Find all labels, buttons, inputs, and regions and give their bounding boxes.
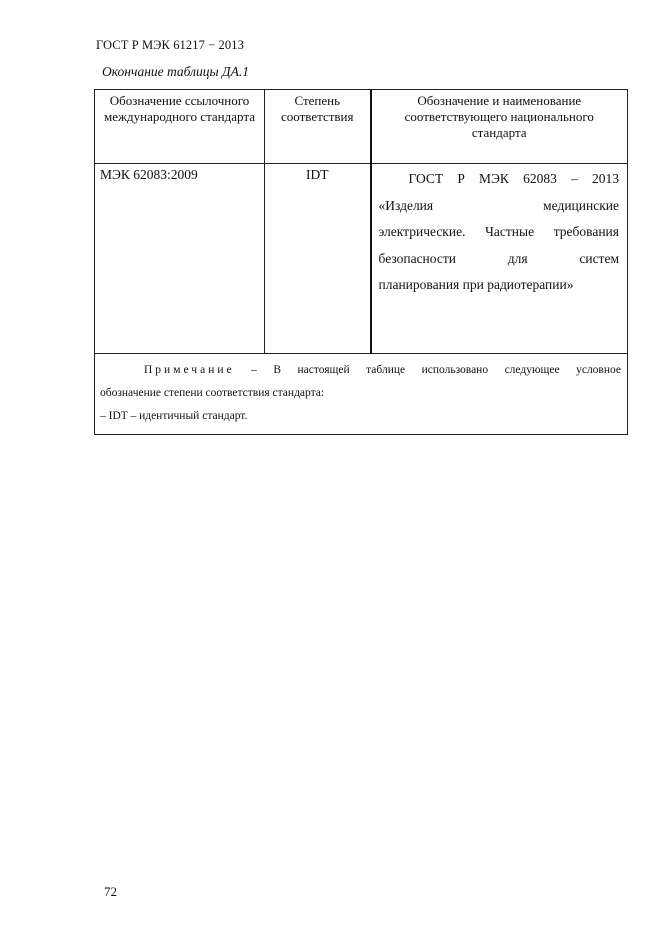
column-header-degree: Степень соответствия: [265, 90, 371, 164]
cell-national-standard: [371, 164, 628, 354]
page-number: 72: [104, 884, 117, 899]
note-text-line2: обозначение степени соответствия стандарта:: [100, 387, 325, 399]
table-caption: Окончание таблицы ДА.1: [102, 64, 249, 79]
column-header-national-standard: [371, 90, 628, 164]
table-note: [95, 354, 628, 435]
cell-degree: [265, 164, 371, 354]
national-standard-text: [372, 164, 628, 299]
column-header-national-standard-label: Обозначение и наименование соответствующего национального стандарта: [404, 93, 594, 140]
note-line-1: [100, 359, 621, 382]
national-standard-line: электрические. Частные требования: [378, 224, 619, 239]
cell-ref-standard: МЭК 62083:2009: [95, 164, 265, 354]
table-header-row: [95, 90, 628, 164]
note-label: Примечание: [144, 364, 235, 376]
document-header: ГОСТ Р МЭК 61217 − 2013: [96, 38, 244, 52]
national-standard-line: планирования при радиотерапии»: [378, 277, 574, 292]
table-note-row: [95, 354, 628, 435]
note-text-line1: В настоящей таблице использовано следующее условное: [273, 364, 622, 376]
table-row: [95, 164, 628, 354]
national-standard-line: «Изделия медицинские: [378, 197, 619, 213]
note-dash: –: [251, 364, 257, 376]
national-standard-line: безопасности для систем: [378, 250, 619, 266]
national-standard-line: ГОСТ Р МЭК 62083 – 2013: [408, 171, 619, 186]
note-item: – IDT – идентичный стандарт.: [100, 410, 248, 422]
column-header-ref-standard: Обозначение ссылочного международного стандарта: [95, 90, 265, 164]
correspondence-table: [94, 89, 628, 435]
degree-value: IDT: [306, 167, 329, 182]
